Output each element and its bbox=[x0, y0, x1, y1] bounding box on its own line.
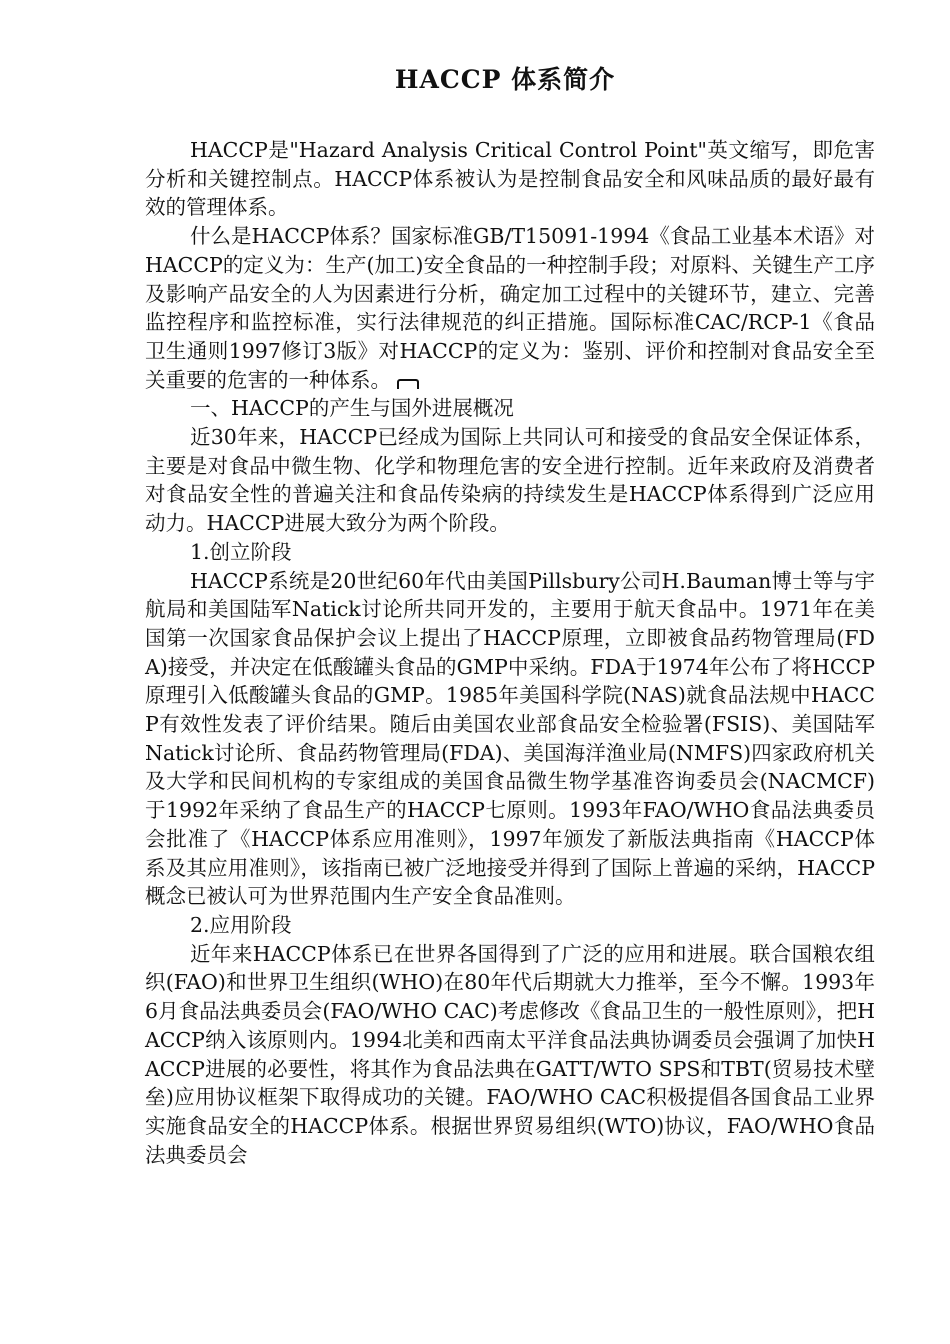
paragraph-definition bbox=[145, 222, 875, 394]
document-title: HACCP 体系简介 bbox=[394, 65, 616, 94]
paragraph-definition-text: 什么是HACCP体系？国家标准GB/T15091-1994《食品工业基本术语》对HACCP的定义为：生产(加工)安全食品的一种控制手段；对原料、关键生产工序及影响产品安全的人为因素进行分析，确定加工过程中的关键环节，建立、完善监控程序和监控标准，实行法律规范的纠正措施。国际标准CAC/RCP-1《食品卫生通则1997修订3版》对HACCP的定义为：鉴别、评价和控制对食品安全至关重要的危害的一种体系。 bbox=[145, 224, 875, 392]
paragraph-application: 近年来HACCP体系已在世界各国得到了广泛的应用和进展。联合国粮农组织(FAO)和世界卫生组织(WHO)在80年代后期就大力推举，至今不懈。1993年6月食品法典委员会(FAO/WHO CAC)考虑修改《食品卫生的一般性原则》，把HACCP纳入该原则内。1994北美和西南太平洋食品法典协调委员会强调了加快HACCP进展的必要性，将其作为食品法典在GATT/WTO SPS和TBT(贸易技术壁垒)应用协议框架下取得成功的关键。FAO/WHO CAC积极提倡各国食品工业界实施食品安全的HACCP体系。根据世界贸易组织(WTO)协议，FAO/WHO食品法典委员会 bbox=[145, 941, 875, 1167]
subsection-heading-application: 2.应用阶段 bbox=[190, 912, 292, 937]
subsection-heading-founding: 1.创立阶段 bbox=[190, 539, 292, 564]
section-heading-origin: 一、HACCP的产生与国外进展概况 bbox=[190, 396, 514, 421]
paragraph-intro: HACCP是"Hazard Analysis Critical Control Point"英文缩写，即危害分析和关键控制点。HACCP体系被认为是控制食品安全和风味品质的最好最有效的管理体系。 bbox=[145, 138, 875, 220]
paragraph-overview: 近30年来，HACCP已经成为国际上共同认可和接受的食品安全保证体系，主要是对食品中微生物、化学和物理危害的安全进行控制。近年来政府及消费者对食品安全性的普遍关注和食品传染病的持续发生是HACCP体系得到广泛应用动力。HACCP进展大致分为两个阶段。 bbox=[145, 425, 875, 536]
paragraph-founding: HACCP系统是20世纪60年代由美国Pillsbury公司H.Bauman博士等与宇航局和美国陆军Natick讨论所共同开发的，主要用于航天食品中。1971年在美国第一次国家食品保护会议上提出了HACCP原理，立即被食品药物管理局(FDA)接受，并决定在低酸罐头食品的GMP中采纳。FDA于1974年公布了将HCCP原理引入低酸罐头食品的GMP。1985年美国科学院(NAS)就食品法规中HACCP有效性发表了评价结果。随后由美国农业部食品安全检验署(FSIS)、美国陆军Natick讨论所、食品药物管理局(FDA)、美国海洋渔业局(NMFS)四家政府机关及大学和民间机构的专家组成的美国食品微生物学基准咨询委员会(NACMCF)于1992年采纳了食品生产的HACCP七原则。1993年FAO/WHO食品法典委员会批准了《HACCP体系应用准则》，1997年颁发了新版法典指南《HACCP体系及其应用准则》，该指南已被广泛地接受并得到了国际上普遍的采纳，HACCP概念已被认可为世界范围内生产安全食品准则。 bbox=[145, 568, 875, 909]
document-body bbox=[145, 136, 875, 1169]
footnote-mark-icon bbox=[397, 379, 419, 389]
